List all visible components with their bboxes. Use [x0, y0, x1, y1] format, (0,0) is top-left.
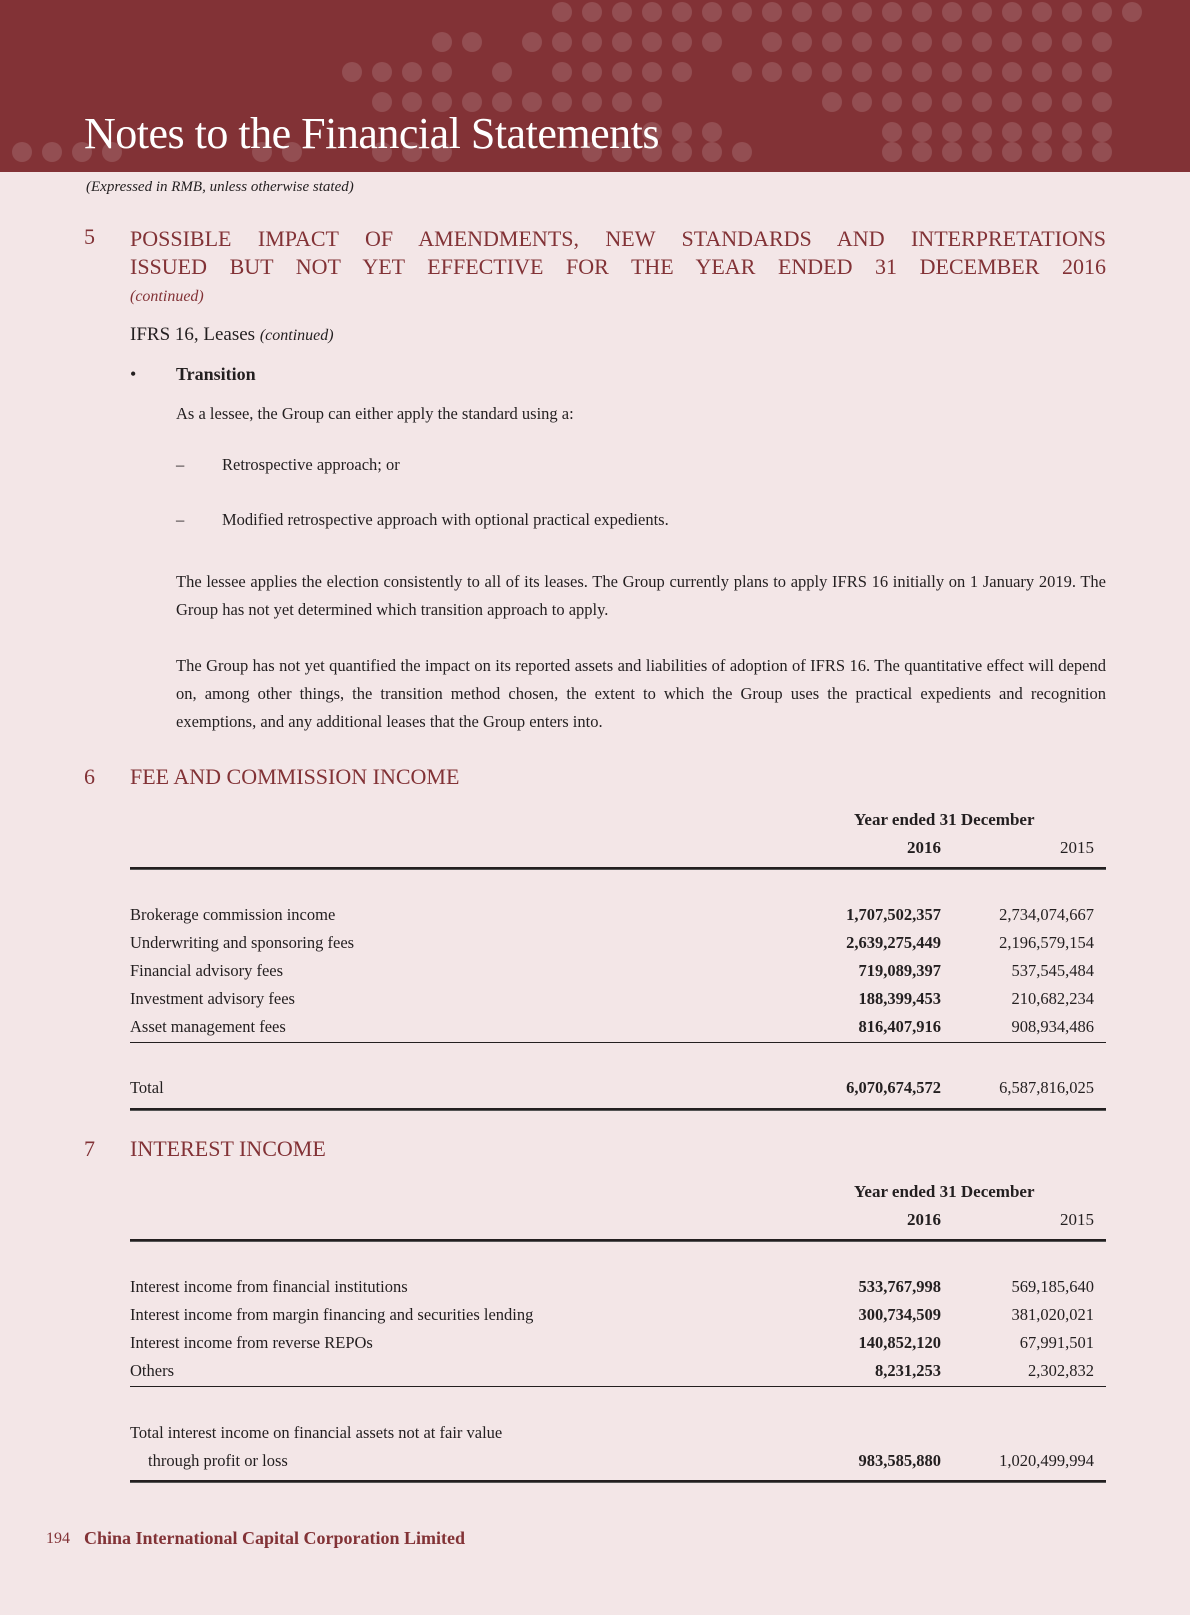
banner-dot — [582, 32, 602, 52]
banner-dot — [552, 2, 572, 22]
banner-dot — [972, 62, 992, 82]
subheading-text: IFRS 16, Leases — [130, 324, 256, 345]
banner-dot — [642, 62, 662, 82]
ifrs16-subheading — [130, 324, 334, 346]
section-7-title: INTEREST INCOME — [130, 1136, 326, 1161]
banner-dot — [942, 32, 962, 52]
banner-dot — [432, 32, 452, 52]
total-2016: 6,070,674,572 — [846, 1078, 941, 1097]
banner-dot — [972, 142, 992, 162]
banner-dot — [1032, 92, 1052, 112]
banner-dot — [1002, 92, 1022, 112]
banner-dot — [642, 32, 662, 52]
banner-dot — [672, 62, 692, 82]
total-2015: 1,020,499,994 — [999, 1451, 1094, 1470]
banner-dot — [462, 32, 482, 52]
banner-dot — [792, 2, 812, 22]
banner-dot — [492, 62, 512, 82]
banner-dot — [792, 32, 812, 52]
total-2015: 6,587,816,025 — [999, 1078, 1094, 1097]
banner-dot — [942, 62, 962, 82]
value-2015: 908,934,486 — [1011, 1017, 1094, 1036]
row-label: Investment advisory fees — [130, 989, 295, 1008]
section-6-title: FEE AND COMMISSION INCOME — [130, 764, 460, 789]
subtotal-rule — [130, 1042, 1106, 1043]
banner-dot — [672, 2, 692, 22]
banner-dot — [912, 2, 932, 22]
banner-dot — [1062, 2, 1082, 22]
banner-dot — [1122, 2, 1142, 22]
page-number: 194 — [46, 1530, 70, 1547]
banner-dot — [1062, 92, 1082, 112]
banner-dot — [972, 92, 992, 112]
banner-dot — [612, 62, 632, 82]
banner-dot — [702, 32, 722, 52]
banner-dot — [1002, 122, 1022, 142]
banner-dot — [852, 32, 872, 52]
dash-icon: – — [176, 510, 185, 529]
total-row-line1 — [130, 1423, 1106, 1451]
banner-dot — [852, 2, 872, 22]
banner-dot — [912, 122, 932, 142]
banner-dot — [1032, 142, 1052, 162]
banner-dot — [432, 62, 452, 82]
section-5-title-line2: ISSUED BUT NOT YET EFFECTIVE FOR THE YEAR ENDED 31 DECEMBER 2016 — [130, 254, 1106, 279]
page-title: Notes to the Financial Statements — [84, 109, 659, 158]
banner-dot — [972, 2, 992, 22]
banner-dot — [1062, 142, 1082, 162]
row-label: Interest income from margin financing and securities lending — [130, 1305, 534, 1324]
banner-dot — [732, 142, 752, 162]
row-label: Interest income from financial institutions — [130, 1277, 408, 1296]
option-modified-retrospective: Modified retrospective approach with optional practical expedients. — [222, 510, 669, 529]
banner-dot — [672, 122, 692, 142]
section-5-number: 5 — [84, 224, 95, 249]
banner-dot — [372, 62, 392, 82]
banner-dot — [822, 62, 842, 82]
banner-dot — [1092, 92, 1112, 112]
banner-dot — [1062, 32, 1082, 52]
dash-icon: – — [176, 455, 185, 474]
banner-dot — [792, 62, 812, 82]
total-rule — [130, 1108, 1106, 1111]
banner-dot — [822, 92, 842, 112]
banner-dot — [522, 32, 542, 52]
section-6-number: 6 — [84, 764, 95, 789]
banner-dot — [582, 2, 602, 22]
banner-dot — [642, 2, 662, 22]
banner-dot — [1002, 32, 1022, 52]
transition-heading: Transition — [176, 364, 256, 384]
banner-dot — [1032, 62, 1052, 82]
banner-dot — [882, 32, 902, 52]
table-row — [130, 1361, 1106, 1389]
row-label: Brokerage commission income — [130, 905, 336, 924]
currency-note: (Expressed in RMB, unless otherwise stated) — [86, 179, 354, 195]
banner-dot — [1032, 122, 1052, 142]
banner-dot — [822, 32, 842, 52]
table-row — [130, 961, 1106, 989]
banner-dot — [942, 142, 962, 162]
header-2016: 2016 — [907, 838, 941, 857]
row-label: Financial advisory fees — [130, 961, 284, 980]
table-row — [130, 989, 1106, 1017]
total-2016: 983,585,880 — [858, 1451, 941, 1470]
banner-dot — [702, 142, 722, 162]
banner-dot — [912, 32, 932, 52]
banner-dot — [672, 32, 692, 52]
total-label-line1: Total interest income on financial assets not at fair value — [130, 1423, 503, 1442]
banner-dot — [1092, 122, 1112, 142]
banner-dot — [882, 62, 902, 82]
value-2015: 381,020,021 — [1011, 1305, 1094, 1324]
banner-dot — [12, 142, 32, 162]
banner-dot — [342, 62, 362, 82]
transition-intro: As a lessee, the Group can either apply the standard using a: — [176, 404, 574, 423]
option-retrospective: Retrospective approach; or — [222, 455, 400, 474]
paragraph-impact: The Group has not yet quantified the impact on its reported assets and liabilities of adoption of IFRS 16. The quantitative effect will depend on, among other things, the transition method chosen, the extent to which the Group uses the practical expedients and recognition exemptions, and any additional leases that the Group enters into. — [176, 656, 1106, 731]
banner-dot — [1032, 32, 1052, 52]
header-period: Year ended 31 December — [854, 810, 1035, 829]
section-5-title-line1: POSSIBLE IMPACT OF AMENDMENTS, NEW STANDARDS AND INTERPRETATIONS — [130, 226, 1106, 251]
banner-dot — [972, 122, 992, 142]
banner-dot — [1002, 142, 1022, 162]
header-rule — [130, 1239, 1106, 1242]
value-2016: 816,407,916 — [858, 1017, 941, 1036]
banner-dot — [762, 2, 782, 22]
banner-dot — [942, 122, 962, 142]
subheading-continued: (continued) — [259, 327, 334, 344]
value-2015: 2,302,832 — [1028, 1361, 1094, 1380]
section-5-continued: (continued) — [130, 288, 204, 305]
banner-dot — [822, 2, 842, 22]
banner-dot — [882, 2, 902, 22]
value-2016: 300,734,509 — [858, 1305, 941, 1324]
value-2016: 719,089,397 — [858, 961, 941, 980]
header-2015: 2015 — [1060, 838, 1094, 857]
value-2016: 188,399,453 — [858, 989, 941, 1008]
banner-dot — [912, 142, 932, 162]
header-banner — [0, 0, 1190, 172]
banner-dot — [702, 122, 722, 142]
fee-commission-table — [130, 810, 1106, 1110]
banner-dot — [1092, 2, 1112, 22]
header-rule — [130, 867, 1106, 870]
table-row — [130, 1305, 1106, 1333]
total-label-line2: through profit or loss — [148, 1451, 288, 1470]
value-2015: 67,991,501 — [1019, 1333, 1094, 1352]
banner-dot — [942, 2, 962, 22]
banner-dot — [972, 32, 992, 52]
table-row — [130, 1017, 1106, 1045]
row-label: Others — [130, 1361, 174, 1380]
banner-dot — [912, 62, 932, 82]
section-7-number: 7 — [84, 1136, 95, 1161]
table-row — [130, 1333, 1106, 1361]
banner-dot — [552, 62, 572, 82]
header-2015: 2015 — [1060, 1210, 1094, 1229]
banner-dot — [1062, 62, 1082, 82]
banner-dot — [1002, 62, 1022, 82]
banner-dot — [942, 92, 962, 112]
header-period: Year ended 31 December — [854, 1182, 1035, 1201]
value-2016: 2,639,275,449 — [846, 933, 941, 952]
interest-income-table — [130, 1182, 1106, 1482]
row-label: Interest income from reverse REPOs — [130, 1333, 373, 1352]
row-label: Underwriting and sponsoring fees — [130, 933, 355, 952]
banner-dot — [852, 92, 872, 112]
value-2015: 210,682,234 — [1011, 989, 1094, 1008]
banner-dot — [882, 92, 902, 112]
banner-dot — [912, 92, 932, 112]
banner-dot — [702, 2, 722, 22]
table-row — [130, 1277, 1106, 1305]
banner-dot — [1092, 142, 1112, 162]
total-rule — [130, 1480, 1106, 1483]
banner-dot — [882, 122, 902, 142]
banner-dot — [732, 2, 752, 22]
value-2016: 8,231,253 — [875, 1361, 941, 1380]
header-2016: 2016 — [907, 1210, 941, 1229]
subtotal-rule — [130, 1386, 1106, 1387]
banner-dot — [1032, 2, 1052, 22]
table-row — [130, 933, 1106, 961]
table-row — [130, 905, 1106, 933]
total-label: Total — [130, 1078, 164, 1097]
value-2016: 1,707,502,357 — [846, 905, 941, 924]
value-2015: 569,185,640 — [1011, 1277, 1094, 1296]
banner-dot — [42, 142, 62, 162]
banner-dot — [582, 62, 602, 82]
banner-dot — [672, 142, 692, 162]
total-row — [130, 1451, 1106, 1479]
banner-dot — [732, 62, 752, 82]
banner-dot — [1002, 2, 1022, 22]
bullet-icon: • — [130, 364, 137, 384]
banner-dot — [612, 32, 632, 52]
banner-dot — [762, 32, 782, 52]
banner-dot — [1062, 122, 1082, 142]
value-2015: 537,545,484 — [1011, 961, 1094, 980]
value-2015: 2,196,579,154 — [999, 933, 1094, 952]
banner-dot — [552, 32, 572, 52]
total-row — [130, 1078, 1106, 1106]
banner-dot — [882, 142, 902, 162]
banner-dot — [762, 62, 782, 82]
company-name: China International Capital Corporation Limited — [84, 1528, 466, 1548]
banner-dot — [612, 2, 632, 22]
value-2016: 140,852,120 — [858, 1333, 941, 1352]
banner-dot — [1092, 32, 1112, 52]
row-label: Asset management fees — [130, 1017, 286, 1036]
paragraph-election: The lessee applies the election consistently to all of its leases. The Group currently plans to apply IFRS 16 initially on 1 January 2019. The Group has not yet determined which transition approach to apply. — [176, 572, 1106, 619]
value-2016: 533,767,998 — [858, 1277, 941, 1296]
banner-dot — [1092, 62, 1112, 82]
banner-dot — [852, 62, 872, 82]
banner-dot — [402, 62, 422, 82]
value-2015: 2,734,074,667 — [999, 905, 1094, 924]
